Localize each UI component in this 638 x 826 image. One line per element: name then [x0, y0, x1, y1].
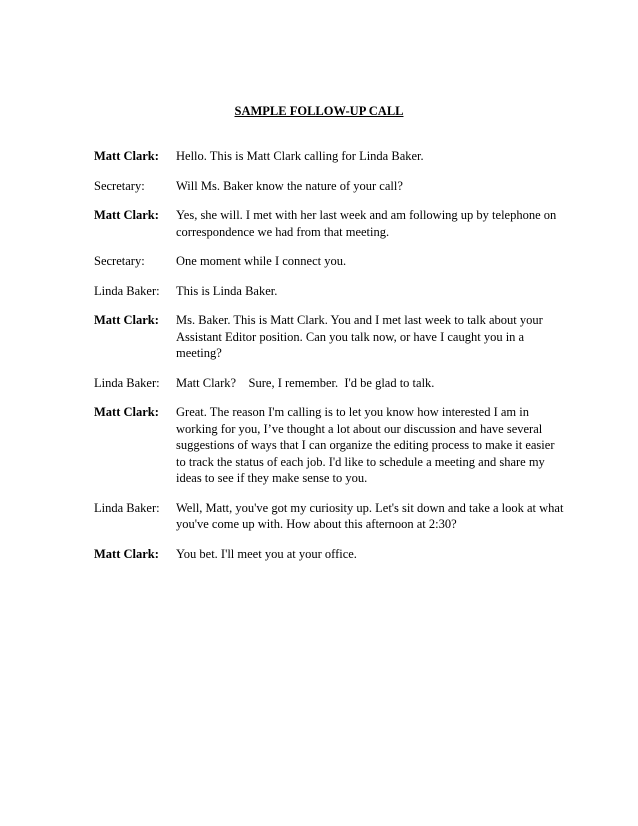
speaker-name: Linda Baker: [94, 375, 160, 390]
speaker-name: Linda Baker: [94, 500, 160, 515]
dialogue-text: Hello. This is Matt Clark calling for Linda Baker. [176, 149, 424, 163]
dialogue-text: One moment while I connect you. [176, 254, 347, 268]
speaker-name: Matt Clark: [94, 149, 159, 163]
dialogue-line [94, 178, 564, 195]
speaker-name: Secretary: [94, 254, 145, 268]
speaker-name: Secretary: [94, 178, 145, 193]
dialogue-line [94, 283, 564, 300]
dialogue-text: Yes, she will. I met with her last week and am following up by telephone on correspondence we had from that meeting. [176, 208, 557, 239]
dialogue-line [94, 148, 564, 165]
dialogue-text: Great. The reason I'm calling is to let you know how interested I am in working for you, I’ve thought a lot about our discussion and have several suggestions of ways that I can organize the editing process to make it easier to track the status of each job. I'd like to schedule a meeting and share my ideas to see if they make sense to you. [176, 405, 555, 485]
dialogue-line [94, 500, 564, 533]
dialogue-text: Will Ms. Baker know the nature of your call? [176, 178, 403, 193]
speaker-name: Matt Clark: [94, 405, 159, 419]
dialogue-line [94, 375, 564, 392]
dialogue-text: This is Linda Baker. [176, 283, 278, 298]
speaker-name: Matt Clark: [94, 313, 159, 327]
dialogue-text: Ms. Baker. This is Matt Clark. You and I met last week to talk about your Assistant Editor position. Can you talk now, or have I caught you in a meeting? [176, 313, 543, 360]
dialogue-text: You bet. I'll meet you at your office. [176, 546, 357, 561]
dialogue-line [94, 404, 564, 487]
dialogue-line [94, 253, 564, 270]
dialogue-line [94, 312, 564, 362]
speaker-name: Linda Baker: [94, 283, 160, 298]
speaker-name: Matt Clark: [94, 546, 159, 561]
document-title: SAMPLE FOLLOW-UP CALL [234, 104, 404, 118]
dialogue-text: Matt Clark? Sure, I remember. I'd be glad to talk. [176, 375, 435, 390]
dialogue-line [94, 546, 564, 563]
dialogue-line [94, 207, 564, 240]
dialogue-transcript [94, 148, 564, 575]
dialogue-text: Well, Matt, you've got my curiosity up. Let's sit down and take a look at what you've come up with. How about this afternoon at 2:30? [176, 500, 564, 531]
speaker-name: Matt Clark: [94, 208, 159, 222]
